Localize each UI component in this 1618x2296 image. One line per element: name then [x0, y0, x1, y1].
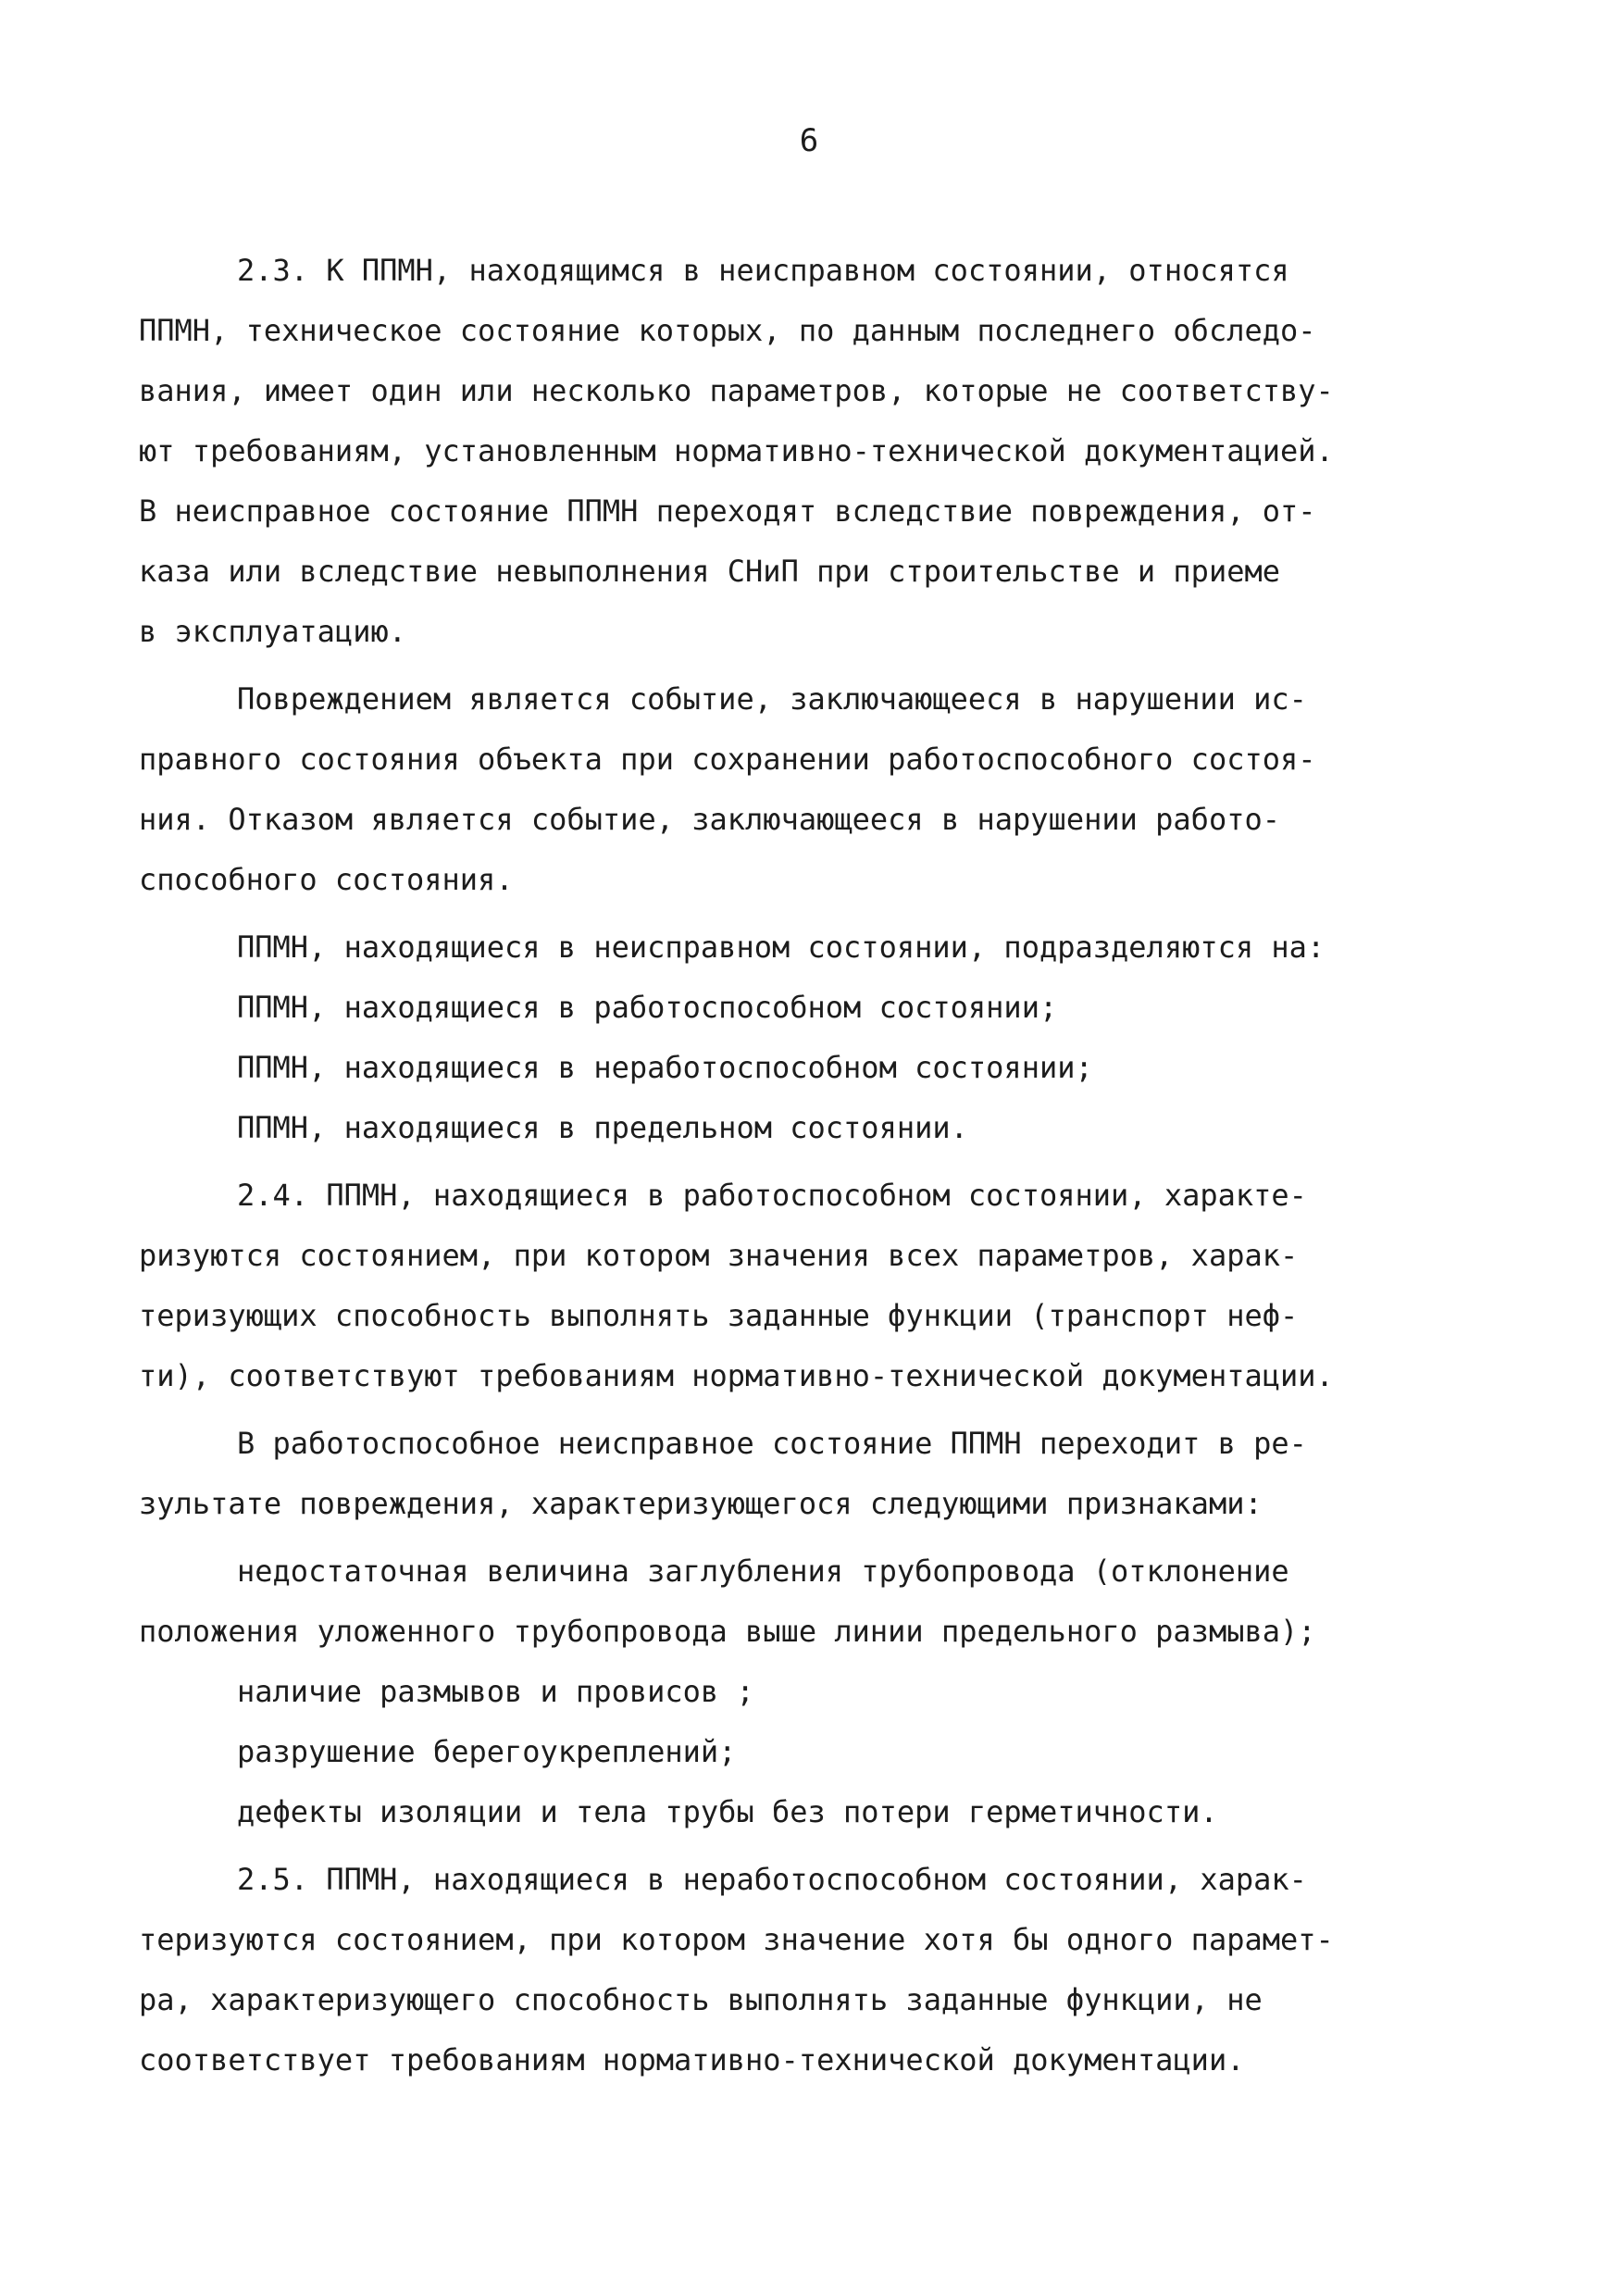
text-line: ризуются состоянием, при котором значения всех параметров, харак- — [139, 1238, 1299, 1273]
list-item-inoperable — [139, 1038, 1430, 1098]
text-line: дефекты изоляции и тела трубы без потери герметичности. — [237, 1794, 1218, 1829]
text-line: 2.4. ППМН, находящиеся в работоспособном состоянии, характе- — [237, 1178, 1307, 1213]
text-line: теризуются состоянием, при котором значение хотя бы одного парамет- — [139, 1922, 1334, 1957]
text-line: ют требованиям, установленным нормативно-технической документацией. — [139, 433, 1334, 468]
text-line: 2.5. ППМН, находящиеся в неработоспособном состоянии, харак- — [237, 1862, 1307, 1897]
text-line: правного состояния объекта при сохранении работоспособного состоя- — [139, 742, 1316, 777]
text-line: ния. Отказом является событие, заключающееся в нарушении работо- — [139, 802, 1280, 837]
text-line: В работоспособное неисправное состояние ППМН переходит в ре- — [237, 1426, 1307, 1461]
text-line: В неисправное состояние ППМН переходят вследствие повреждения, от- — [139, 493, 1316, 529]
text-line: ППМН, находящиеся в неисправном состоянии, подразделяются на: — [237, 930, 1326, 965]
text-line: 2.3. К ППМН, находящимся в неисправном состоянии, относятся — [237, 253, 1289, 288]
list-item-washouts — [139, 1662, 1430, 1722]
text-line: наличие размывов и провисов ; — [237, 1674, 754, 1709]
text-line: ППМН, находящиеся в неработоспособном состоянии; — [237, 1050, 1093, 1085]
list-item-defects — [139, 1782, 1430, 1842]
paragraph-2-5 — [139, 1850, 1430, 2090]
text-line: разрушение берегоукреплений; — [237, 1734, 737, 1769]
page-number: 6 — [799, 122, 819, 159]
list-item-operable — [139, 978, 1430, 1038]
text-line: ра, характеризующего способность выполнять заданные функции, не — [139, 1982, 1263, 2017]
paragraph-transition — [139, 1414, 1430, 1534]
text-line: в эксплуатацию. — [139, 614, 406, 649]
text-line: недостаточная величина заглубления трубопровода (отклонение — [237, 1554, 1289, 1589]
text-line: ти), соответствуют требованиям нормативно-технической документации. — [139, 1358, 1334, 1393]
text-line: Повреждением является событие, заключающееся в нарушении ис- — [237, 681, 1307, 717]
document-body — [139, 241, 1430, 2090]
text-line: положения уложенного трубопровода выше линии предельного размыва); — [139, 1614, 1316, 1649]
text-line: теризующих способность выполнять заданные функции (транспорт неф- — [139, 1298, 1299, 1333]
paragraph-damage-definition — [139, 669, 1430, 910]
text-line: зультате повреждения, характеризующегося следующими признаками: — [139, 1486, 1263, 1521]
text-line: ППМН, техническое состояние которых, по данным последнего обследо- — [139, 313, 1316, 348]
paragraph-subdivision — [139, 917, 1430, 978]
list-item-bank-protection — [139, 1722, 1430, 1782]
list-item-limit-state — [139, 1098, 1430, 1158]
text-line: ППМН, находящиеся в предельном состоянии. — [237, 1110, 968, 1145]
paragraph-2-3 — [139, 241, 1430, 662]
paragraph-2-4 — [139, 1166, 1430, 1406]
list-item-depth — [139, 1541, 1430, 1662]
text-line: соответствует требованиям нормативно-технической документации. — [139, 2042, 1245, 2078]
text-line: ППМН, находящиеся в работоспособном состоянии; — [237, 990, 1058, 1025]
text-line: каза или вследствие невыполнения СНиП при строительстве и приеме — [139, 554, 1280, 589]
text-line: способного состояния. — [139, 862, 514, 897]
text-line: вания, имеет один или несколько параметров, которые не соответству- — [139, 373, 1334, 408]
